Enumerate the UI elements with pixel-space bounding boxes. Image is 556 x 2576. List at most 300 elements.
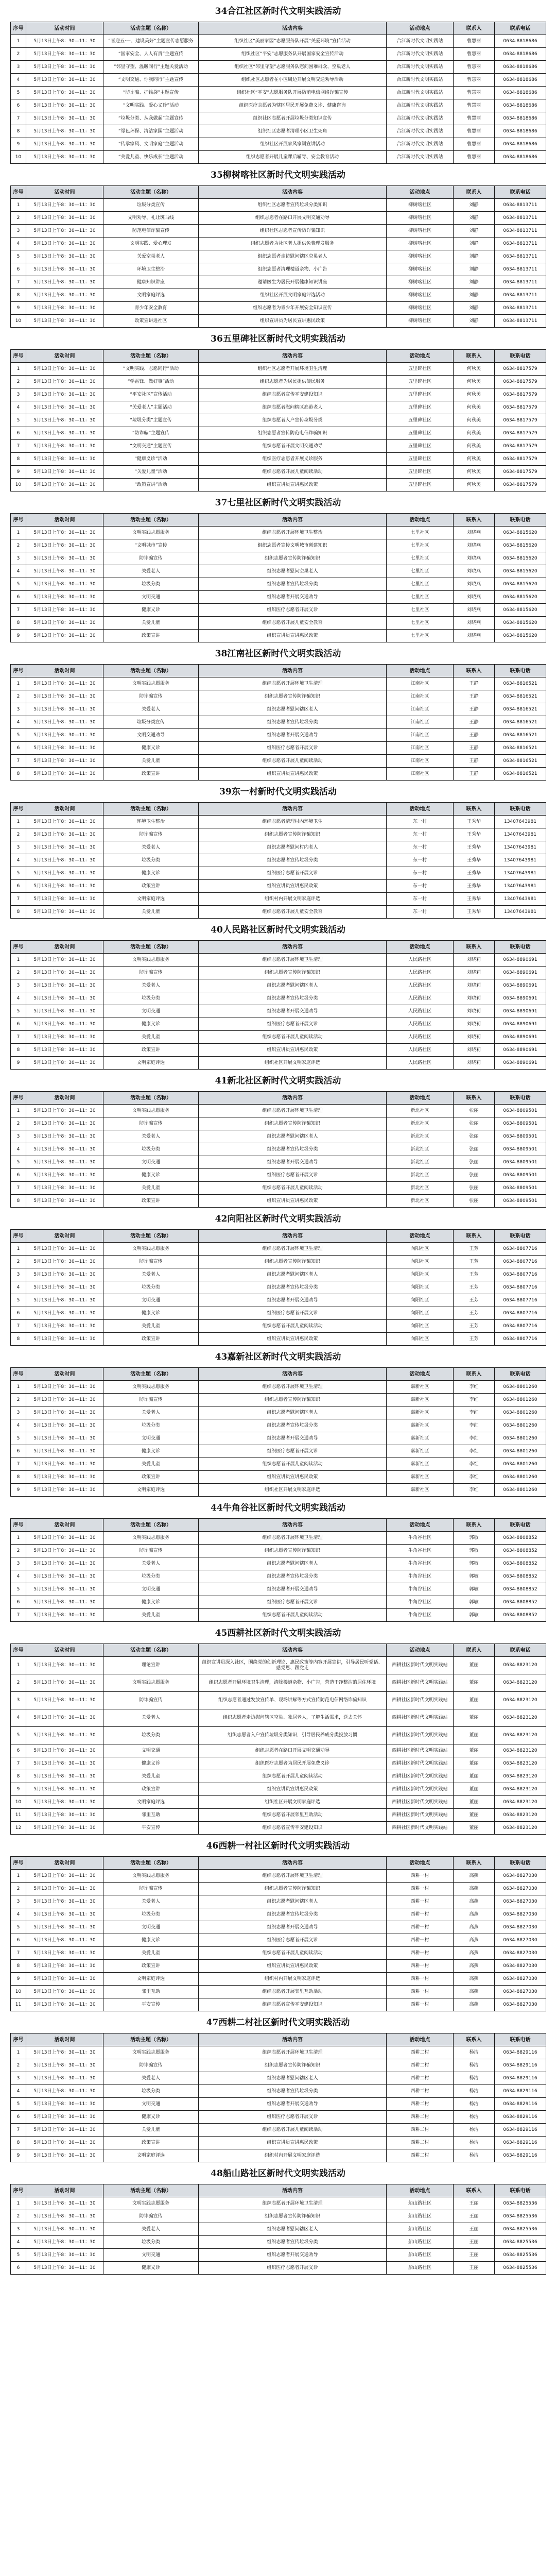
cell-place: 七里社区 bbox=[387, 591, 454, 604]
table-row bbox=[11, 1596, 546, 1609]
section-title: 46西耕一村社区新时代文明实践活动 bbox=[206, 1841, 350, 1851]
table-row bbox=[11, 1583, 546, 1596]
cell-contact: 何秋美 bbox=[454, 376, 495, 388]
cell-time: 5月13日上午8：30—11：30 bbox=[26, 578, 103, 591]
section bbox=[0, 1208, 556, 1346]
cell-time: 5月13日上午8：30—11：30 bbox=[26, 1458, 103, 1471]
cell-no: 2 bbox=[11, 1117, 26, 1130]
cell-time: 5月13日上午8：30—11：30 bbox=[26, 61, 103, 74]
table-row bbox=[11, 2223, 546, 2236]
cell-theme: 垃圾分类 bbox=[103, 1570, 199, 1583]
cell-time: 5月13日上午8：30—11：30 bbox=[26, 376, 103, 388]
table-row bbox=[11, 479, 546, 492]
header-time: 活动时间 bbox=[26, 514, 103, 527]
cell-no: 8 bbox=[11, 1044, 26, 1057]
cell-place: 西耕二村 bbox=[387, 2137, 454, 2149]
table-row bbox=[11, 1406, 546, 1419]
table-row bbox=[11, 1727, 546, 1744]
cell-no: 6 bbox=[11, 1307, 26, 1320]
cell-no: 10 bbox=[11, 479, 26, 492]
cell-place: 柳树喀社区 bbox=[387, 276, 454, 289]
section-title: 38江南社区新时代文明实践活动 bbox=[215, 649, 341, 659]
cell-place: 新北社区 bbox=[387, 1105, 454, 1117]
cell-content: 组织志愿者开展交通劝导 bbox=[199, 1583, 387, 1596]
cell-contact: 刘晓莉 bbox=[454, 979, 495, 992]
cell-time: 5月13日上午8：30—11：30 bbox=[26, 1998, 103, 2011]
cell-phone: 0634-8801260 bbox=[495, 1445, 546, 1458]
table-row bbox=[11, 427, 546, 440]
cell-phone: 0634-8818686 bbox=[495, 35, 546, 48]
cell-contact: 何秋美 bbox=[454, 453, 495, 466]
cell-theme: 垃圾分类 bbox=[103, 992, 199, 1005]
cell-phone: 0634-8813711 bbox=[495, 225, 546, 238]
cell-contact: 刘晓燕 bbox=[454, 565, 495, 578]
cell-phone: 0634-8813711 bbox=[495, 276, 546, 289]
cell-time: 5月13日上午8：30—11：30 bbox=[26, 453, 103, 466]
table-row bbox=[11, 1445, 546, 1458]
table-row bbox=[11, 1419, 546, 1432]
cell-place: 合江新时代文明实践站 bbox=[387, 112, 454, 125]
table-row bbox=[11, 2249, 546, 2262]
table-row bbox=[11, 1908, 546, 1921]
cell-phone: 0634-8801260 bbox=[495, 1484, 546, 1497]
activity-table bbox=[10, 664, 546, 781]
cell-contact: 刘晓莉 bbox=[454, 967, 495, 979]
cell-contact: 何秋美 bbox=[454, 427, 495, 440]
cell-contact: 刘静 bbox=[454, 315, 495, 328]
cell-place: 柳树喀社区 bbox=[387, 212, 454, 225]
header-place: 活动地点 bbox=[387, 1230, 454, 1243]
header-contact: 联系人 bbox=[454, 941, 495, 954]
cell-place: 东一村 bbox=[387, 841, 454, 854]
cell-no: 7 bbox=[11, 1458, 26, 1471]
cell-phone: 0634-8801260 bbox=[495, 1394, 546, 1406]
header-row bbox=[11, 1857, 546, 1870]
cell-contact: 郭敏 bbox=[454, 1609, 495, 1622]
cell-theme: “垃圾分类、从我做起”主题宣传 bbox=[103, 112, 199, 125]
section bbox=[0, 492, 556, 642]
cell-no: 8 bbox=[11, 1960, 26, 1973]
cell-contact: 高燕 bbox=[454, 1908, 495, 1921]
cell-contact: 杨洁 bbox=[454, 2046, 495, 2059]
header-theme: 活动主题（名称） bbox=[103, 1857, 199, 1870]
table-row bbox=[11, 1960, 546, 1973]
cell-phone: 0634-8808852 bbox=[495, 1596, 546, 1609]
cell-contact: 王静 bbox=[454, 729, 495, 742]
cell-theme: 邻里互助 bbox=[103, 1809, 199, 1822]
table-row bbox=[11, 703, 546, 716]
table-row bbox=[11, 1609, 546, 1622]
cell-contact: 杨洁 bbox=[454, 2072, 495, 2085]
cell-phone: 0634-8829116 bbox=[495, 2046, 546, 2059]
table-row bbox=[11, 1117, 546, 1130]
header-place: 活动地点 bbox=[387, 2184, 454, 2197]
cell-theme: 健康义诊 bbox=[103, 867, 199, 880]
cell-no: 2 bbox=[11, 1394, 26, 1406]
cell-time: 5月13日上午8：30—11：30 bbox=[26, 427, 103, 440]
cell-contact: 董丽 bbox=[454, 1709, 495, 1727]
cell-no: 8 bbox=[11, 1333, 26, 1346]
cell-contact: 王丽 bbox=[454, 2236, 495, 2249]
cell-place: 五里碑社区 bbox=[387, 363, 454, 376]
cell-place: 五里碑社区 bbox=[387, 479, 454, 492]
table-row bbox=[11, 2262, 546, 2275]
cell-phone: 0634-8825536 bbox=[495, 2262, 546, 2275]
cell-time: 5月13日上午8：30—11：30 bbox=[26, 1432, 103, 1445]
header-row bbox=[11, 22, 546, 35]
cell-contact: 高燕 bbox=[454, 1934, 495, 1947]
header-phone: 联系电话 bbox=[495, 1644, 546, 1657]
cell-theme: 健康义诊 bbox=[103, 1757, 199, 1770]
cell-time: 5月13日上午8：30—11：30 bbox=[26, 2124, 103, 2137]
cell-contact: 高燕 bbox=[454, 1986, 495, 1998]
cell-contact: 杨洁 bbox=[454, 2124, 495, 2137]
header-place: 活动地点 bbox=[387, 665, 454, 677]
cell-phone: 0634-8890691 bbox=[495, 979, 546, 992]
header-phone: 联系电话 bbox=[495, 665, 546, 677]
cell-place: 江南社区 bbox=[387, 677, 454, 690]
cell-contact: 李红 bbox=[454, 1394, 495, 1406]
cell-theme: “喜迎五·一、建设美好”主题宣传志愿服务 bbox=[103, 35, 199, 48]
cell-contact: 李红 bbox=[454, 1406, 495, 1419]
cell-contact: 何秋美 bbox=[454, 401, 495, 414]
cell-phone: 0634-8813711 bbox=[495, 263, 546, 276]
cell-theme: 健康义诊 bbox=[103, 1445, 199, 1458]
cell-content: 组织志愿者宣传垃圾分类 bbox=[199, 1908, 387, 1921]
cell-time: 5月13日上午8：30—11：30 bbox=[26, 2249, 103, 2262]
cell-theme: 健康义诊 bbox=[103, 1307, 199, 1320]
cell-time: 5月13日上午8：30—11：30 bbox=[26, 1870, 103, 1883]
cell-no: 7 bbox=[11, 1182, 26, 1195]
section-title: 47西耕二村社区新时代文明实践活动 bbox=[206, 2018, 350, 2028]
cell-contact: 郭敏 bbox=[454, 1583, 495, 1596]
cell-phone: 0634-8813711 bbox=[495, 250, 546, 263]
cell-no: 5 bbox=[11, 1921, 26, 1934]
cell-no: 5 bbox=[11, 729, 26, 742]
table-row bbox=[11, 1986, 546, 1998]
activity-table bbox=[10, 1367, 546, 1497]
cell-theme: “防诈骗、护钱袋”主题宣传 bbox=[103, 87, 199, 99]
cell-no: 9 bbox=[11, 630, 26, 642]
cell-contact: 何秋美 bbox=[454, 479, 495, 492]
activity-table bbox=[10, 22, 546, 164]
cell-time: 5月13日上午8：30—11：30 bbox=[26, 828, 103, 841]
cell-time: 5月13日上午8：30—11：30 bbox=[26, 1727, 103, 1744]
table-row bbox=[11, 466, 546, 479]
header-phone: 联系电话 bbox=[495, 350, 546, 363]
cell-contact: 高燕 bbox=[454, 1973, 495, 1986]
cell-content: 组织志愿者开展交通劝导 bbox=[199, 1921, 387, 1934]
table-row bbox=[11, 302, 546, 315]
cell-place: 向阳社区 bbox=[387, 1333, 454, 1346]
cell-no: 4 bbox=[11, 401, 26, 414]
cell-content: 组织志愿者开展环境卫生清理 bbox=[199, 2046, 387, 2059]
cell-no: 2 bbox=[11, 539, 26, 552]
cell-place: 柳树喀社区 bbox=[387, 225, 454, 238]
cell-phone: 0634-8808852 bbox=[495, 1557, 546, 1570]
cell-content: 组织志愿者宣传垃圾分类 bbox=[199, 992, 387, 1005]
table-row bbox=[11, 1471, 546, 1484]
cell-no: 1 bbox=[11, 527, 26, 539]
cell-time: 5月13日上午8：30—11：30 bbox=[26, 2046, 103, 2059]
cell-time: 5月13日上午8：30—11：30 bbox=[26, 527, 103, 539]
cell-no: 2 bbox=[11, 967, 26, 979]
cell-no: 3 bbox=[11, 225, 26, 238]
cell-phone: 0634-8890691 bbox=[495, 1018, 546, 1031]
cell-contact: 董丽 bbox=[454, 1657, 495, 1674]
cell-no: 3 bbox=[11, 979, 26, 992]
cell-theme: “绿色环保、清洁家园”主题活动 bbox=[103, 125, 199, 138]
cell-theme: 垃圾分类 bbox=[103, 1727, 199, 1744]
cell-time: 5月13日上午8：30—11：30 bbox=[26, 263, 103, 276]
header-contact: 联系人 bbox=[454, 1857, 495, 1870]
cell-place: 人民路社区 bbox=[387, 1005, 454, 1018]
table-row bbox=[11, 2124, 546, 2137]
cell-no: 6 bbox=[11, 1445, 26, 1458]
table-row bbox=[11, 893, 546, 906]
cell-theme: “关爱老人”主题活动 bbox=[103, 401, 199, 414]
cell-theme: “文明城市”宣传 bbox=[103, 539, 199, 552]
cell-place: 人民路社区 bbox=[387, 992, 454, 1005]
cell-contact: 郭敏 bbox=[454, 1570, 495, 1583]
cell-content: 组织志愿者开展交通劝导 bbox=[199, 1156, 387, 1169]
cell-place: 江南社区 bbox=[387, 716, 454, 729]
cell-place: 七里社区 bbox=[387, 604, 454, 617]
cell-theme: 文明交通 bbox=[103, 1156, 199, 1169]
cell-no: 4 bbox=[11, 1143, 26, 1156]
cell-content: 组织志愿者慰问辖区老人 bbox=[199, 703, 387, 716]
header-content: 活动内容 bbox=[199, 941, 387, 954]
cell-time: 5月13日上午8：30—11：30 bbox=[26, 440, 103, 453]
cell-place: 五里碑社区 bbox=[387, 466, 454, 479]
table-row bbox=[11, 677, 546, 690]
cell-contact: 王静 bbox=[454, 742, 495, 755]
cell-time: 5月13日上午8：30—11：30 bbox=[26, 992, 103, 1005]
cell-phone: 0634-8827030 bbox=[495, 1921, 546, 1934]
table-row bbox=[11, 742, 546, 755]
cell-place: 嘉新社区 bbox=[387, 1484, 454, 1497]
cell-content: 组织志愿者宣传垃圾分类 bbox=[199, 2236, 387, 2249]
cell-theme: 健康义诊 bbox=[103, 1596, 199, 1609]
header-row bbox=[11, 514, 546, 527]
cell-content: 组织社区志愿者宣传垃圾分类知识 bbox=[199, 199, 387, 212]
cell-phone: 0634-8808852 bbox=[495, 1583, 546, 1596]
cell-time: 5月13日上午8：30—11：30 bbox=[26, 1570, 103, 1583]
cell-content: 组织医疗志愿者开展义诊 bbox=[199, 1018, 387, 1031]
cell-time: 5月13日上午8：30—11：30 bbox=[26, 729, 103, 742]
cell-place: 柳树喀社区 bbox=[387, 263, 454, 276]
cell-place: 江南社区 bbox=[387, 755, 454, 768]
cell-content: 组织志愿者宣传垃圾分类 bbox=[199, 1570, 387, 1583]
table-row bbox=[11, 1143, 546, 1156]
cell-no: 5 bbox=[11, 2098, 26, 2111]
cell-no: 6 bbox=[11, 591, 26, 604]
cell-time: 5月13日上午8：30—11：30 bbox=[26, 703, 103, 716]
cell-theme: 垃圾分类 bbox=[103, 854, 199, 867]
cell-content: 组织社区开展家风家训宣讲活动 bbox=[199, 138, 387, 151]
cell-phone: 0634-8816521 bbox=[495, 729, 546, 742]
table-row bbox=[11, 1744, 546, 1757]
cell-no: 5 bbox=[11, 2249, 26, 2262]
cell-no: 3 bbox=[11, 1692, 26, 1709]
cell-place: 七里社区 bbox=[387, 539, 454, 552]
header-time: 活动时间 bbox=[26, 941, 103, 954]
section bbox=[0, 2011, 556, 2162]
table-row bbox=[11, 539, 546, 552]
cell-phone: 0634-8823120 bbox=[495, 1822, 546, 1835]
header-theme: 活动主题（名称） bbox=[103, 803, 199, 816]
cell-no: 4 bbox=[11, 2236, 26, 2249]
cell-no: 3 bbox=[11, 1895, 26, 1908]
cell-time: 5月13日上午8：30—11：30 bbox=[26, 1960, 103, 1973]
section-title: 35柳树喀社区新时代文明实践活动 bbox=[211, 170, 345, 180]
table-row bbox=[11, 617, 546, 630]
cell-content: 组织志愿者在路口开展文明交通劝导 bbox=[199, 1744, 387, 1757]
activity-table bbox=[10, 349, 546, 492]
cell-place: 东一村 bbox=[387, 906, 454, 919]
header-time: 活动时间 bbox=[26, 22, 103, 35]
cell-content: 组织志愿者宣传垃圾分类 bbox=[199, 1143, 387, 1156]
table-row bbox=[11, 276, 546, 289]
table-row bbox=[11, 880, 546, 893]
cell-no: 7 bbox=[11, 755, 26, 768]
cell-phone: 0634-8823120 bbox=[495, 1783, 546, 1796]
cell-place: 西耕一村 bbox=[387, 1986, 454, 1998]
cell-content: 组织医疗志愿者开展义诊 bbox=[199, 1934, 387, 1947]
cell-content: 组织医疗志愿者开展义诊 bbox=[199, 604, 387, 617]
activity-table bbox=[10, 1091, 546, 1208]
cell-contact: 张丽 bbox=[454, 1156, 495, 1169]
cell-phone: 0634-8823120 bbox=[495, 1727, 546, 1744]
cell-contact: 董丽 bbox=[454, 1822, 495, 1835]
cell-contact: 何秋美 bbox=[454, 388, 495, 401]
cell-time: 5月13日上午8：30—11：30 bbox=[26, 401, 103, 414]
cell-content: 组织志愿者慰问村内老人 bbox=[199, 841, 387, 854]
header-place: 活动地点 bbox=[387, 803, 454, 816]
cell-phone: 0634-8829116 bbox=[495, 2149, 546, 2162]
header-no: 序号 bbox=[11, 1368, 26, 1381]
table-row bbox=[11, 238, 546, 250]
cell-place: 柳树喀社区 bbox=[387, 289, 454, 302]
cell-phone: 0634-8827030 bbox=[495, 1908, 546, 1921]
cell-contact: 董丽 bbox=[454, 1809, 495, 1822]
cell-phone: 0634-8827030 bbox=[495, 1998, 546, 2011]
cell-theme: 关爱老人 bbox=[103, 703, 199, 716]
cell-contact: 刘晓燕 bbox=[454, 617, 495, 630]
cell-place: 西耕一村 bbox=[387, 1934, 454, 1947]
cell-place: 向阳社区 bbox=[387, 1243, 454, 1256]
cell-place: 江南社区 bbox=[387, 703, 454, 716]
cell-theme: 关爱老人 bbox=[103, 1268, 199, 1281]
cell-phone: 0634-8807716 bbox=[495, 1320, 546, 1333]
cell-phone: 0634-8809501 bbox=[495, 1143, 546, 1156]
cell-theme: “健康义诊”活动 bbox=[103, 453, 199, 466]
header-contact: 联系人 bbox=[454, 186, 495, 199]
cell-place: 西耕二村 bbox=[387, 2124, 454, 2137]
cell-theme: 关爱儿童 bbox=[103, 1458, 199, 1471]
cell-contact: 杨洁 bbox=[454, 2149, 495, 2162]
table-row bbox=[11, 2072, 546, 2085]
cell-no: 11 bbox=[11, 1998, 26, 2011]
cell-content: 组织志愿者开展儿童阅读活动 bbox=[199, 1182, 387, 1195]
cell-content: 组织社区志愿者宣传防诈骗知识 bbox=[199, 225, 387, 238]
cell-time: 5月13日上午8：30—11：30 bbox=[26, 1268, 103, 1281]
cell-contact: 刘晓莉 bbox=[454, 1005, 495, 1018]
cell-theme: 垃圾分类 bbox=[103, 578, 199, 591]
table-row bbox=[11, 1532, 546, 1545]
cell-place: 船山路社区 bbox=[387, 2210, 454, 2223]
cell-content: 组织志愿者宣传平安建设知识 bbox=[199, 1822, 387, 1835]
cell-contact: 王芳 bbox=[454, 1268, 495, 1281]
table-row bbox=[11, 1381, 546, 1394]
cell-place: 柳树喀社区 bbox=[387, 250, 454, 263]
cell-time: 5月13日上午8：30—11：30 bbox=[26, 1770, 103, 1783]
cell-place: 西耕社区新时代文明实践站 bbox=[387, 1674, 454, 1692]
section-title: 42向阳社区新时代文明实践活动 bbox=[215, 1214, 341, 1224]
table-row bbox=[11, 729, 546, 742]
table-row bbox=[11, 1243, 546, 1256]
table-row bbox=[11, 591, 546, 604]
table-row bbox=[11, 1458, 546, 1471]
header-time: 活动时间 bbox=[26, 665, 103, 677]
cell-place: 东一村 bbox=[387, 893, 454, 906]
cell-place: 柳树喀社区 bbox=[387, 315, 454, 328]
cell-time: 5月13日上午8：30—11：30 bbox=[26, 1117, 103, 1130]
cell-time: 5月13日上午8：30—11：30 bbox=[26, 1947, 103, 1960]
table-row bbox=[11, 979, 546, 992]
cell-theme: 关爱空巢老人 bbox=[103, 250, 199, 263]
header-content: 活动内容 bbox=[199, 1368, 387, 1381]
header-row bbox=[11, 941, 546, 954]
cell-content: 组织志愿者为居民提供便民服务 bbox=[199, 376, 387, 388]
cell-time: 5月13日上午8：30—11：30 bbox=[26, 1281, 103, 1294]
table-row bbox=[11, 61, 546, 74]
cell-no: 6 bbox=[11, 1744, 26, 1757]
cell-place: 江南社区 bbox=[387, 768, 454, 781]
header-time: 活动时间 bbox=[26, 2184, 103, 2197]
cell-phone: 0634-8801260 bbox=[495, 1471, 546, 1484]
cell-contact: 王芳 bbox=[454, 1256, 495, 1268]
cell-phone: 0634-8827030 bbox=[495, 1986, 546, 1998]
cell-time: 5月13日上午8：30—11：30 bbox=[26, 1883, 103, 1895]
cell-time: 5月13日上午8：30—11：30 bbox=[26, 867, 103, 880]
cell-phone: 0634-8813711 bbox=[495, 302, 546, 315]
cell-content: 组织医疗志愿者开展义诊 bbox=[199, 1445, 387, 1458]
cell-theme: “文明交通、你我同行”主题宣传 bbox=[103, 74, 199, 87]
cell-theme: 平安宣传 bbox=[103, 1822, 199, 1835]
cell-content: 组织志愿者入户宣传垃圾分类 bbox=[199, 414, 387, 427]
cell-phone: 0634-8890691 bbox=[495, 1057, 546, 1070]
header-phone: 联系电话 bbox=[495, 1857, 546, 1870]
header-place: 活动地点 bbox=[387, 186, 454, 199]
cell-phone: 0634-8809501 bbox=[495, 1156, 546, 1169]
cell-theme: “垃圾分类”主题宣传 bbox=[103, 414, 199, 427]
header-contact: 联系人 bbox=[454, 1519, 495, 1532]
cell-place: 向阳社区 bbox=[387, 1281, 454, 1294]
activity-table bbox=[10, 1229, 546, 1346]
cell-place: 西耕一村 bbox=[387, 1870, 454, 1883]
header-row bbox=[11, 665, 546, 677]
cell-no: 5 bbox=[11, 1005, 26, 1018]
cell-theme: 平安宣传 bbox=[103, 1998, 199, 2011]
cell-theme: 文明实践志愿服务 bbox=[103, 1532, 199, 1545]
cell-no: 1 bbox=[11, 954, 26, 967]
cell-no: 4 bbox=[11, 1570, 26, 1583]
header-place: 活动地点 bbox=[387, 514, 454, 527]
cell-time: 5月13日上午8：30—11：30 bbox=[26, 363, 103, 376]
cell-time: 5月13日上午8：30—11：30 bbox=[26, 74, 103, 87]
cell-content: 邀请医生为居民开展健康知识讲座 bbox=[199, 276, 387, 289]
